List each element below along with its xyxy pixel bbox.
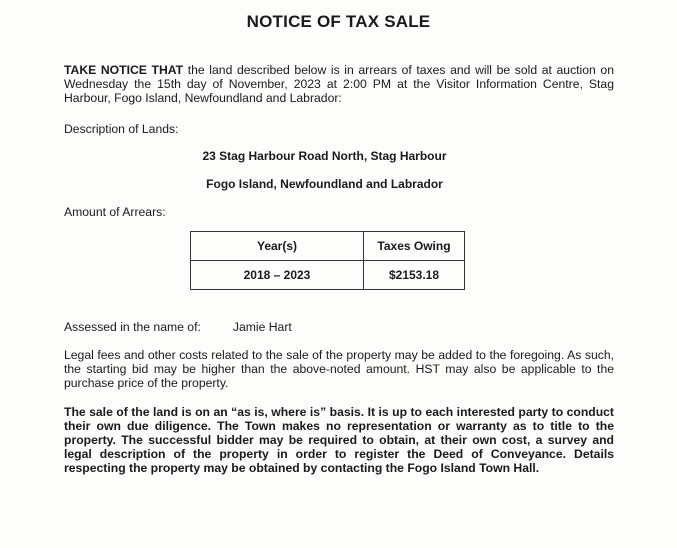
- intro-paragraph: [64, 63, 614, 105]
- header-taxes-owing: Taxes Owing: [364, 232, 465, 261]
- description-label: Description of Lands:: [64, 122, 179, 136]
- cell-taxes-owing: $2153.18: [364, 261, 465, 290]
- assessed-name: Jamie Hart: [232, 320, 292, 334]
- address-line-1: 23 Stag Harbour Road North, Stag Harbour: [202, 149, 447, 163]
- legal-paragraph: Legal fees and other costs related to the sale of the property may be added to the foregoing. As such, the starting bid may be higher than the above-noted amount. HST may also be applicable to the purchase price of the property.: [64, 348, 614, 390]
- arrears-label: Amount of Arrears:: [64, 205, 166, 219]
- cell-years: 2018 – 2023: [191, 261, 364, 290]
- assessed-label: Assessed in the name of:: [64, 320, 201, 334]
- assessed-line: [64, 320, 614, 334]
- address-line-2: Fogo Island, Newfoundland and Labrador: [206, 177, 443, 191]
- table-row: [191, 261, 465, 290]
- page-title: NOTICE OF TAX SALE: [246, 12, 431, 31]
- table-header-row: [191, 232, 465, 261]
- arrears-table: [190, 231, 465, 290]
- intro-lead: TAKE NOTICE THAT: [64, 63, 184, 77]
- header-years: Year(s): [191, 232, 364, 261]
- intro-text: the land described below is in arrears of taxes and will be sold at auction on Wednesday the 15th day of November, 2023 at 2:00 PM at the Visitor Information Centre, Stag Harbour, Fogo Island, Newfoundland and Labrador:: [64, 63, 614, 105]
- as-is-paragraph: The sale of the land is on an “as is, where is” basis. It is up to each interested party to conduct their own due diligence. The Town makes no representation or warranty as to title to the property. The successful bidder may be required to obtain, at their own cost, a survey and legal description of the property in order to register the Deed of Conveyance. Details respecting the property may be obtained by contacting the Fogo Island Town Hall.: [64, 405, 614, 475]
